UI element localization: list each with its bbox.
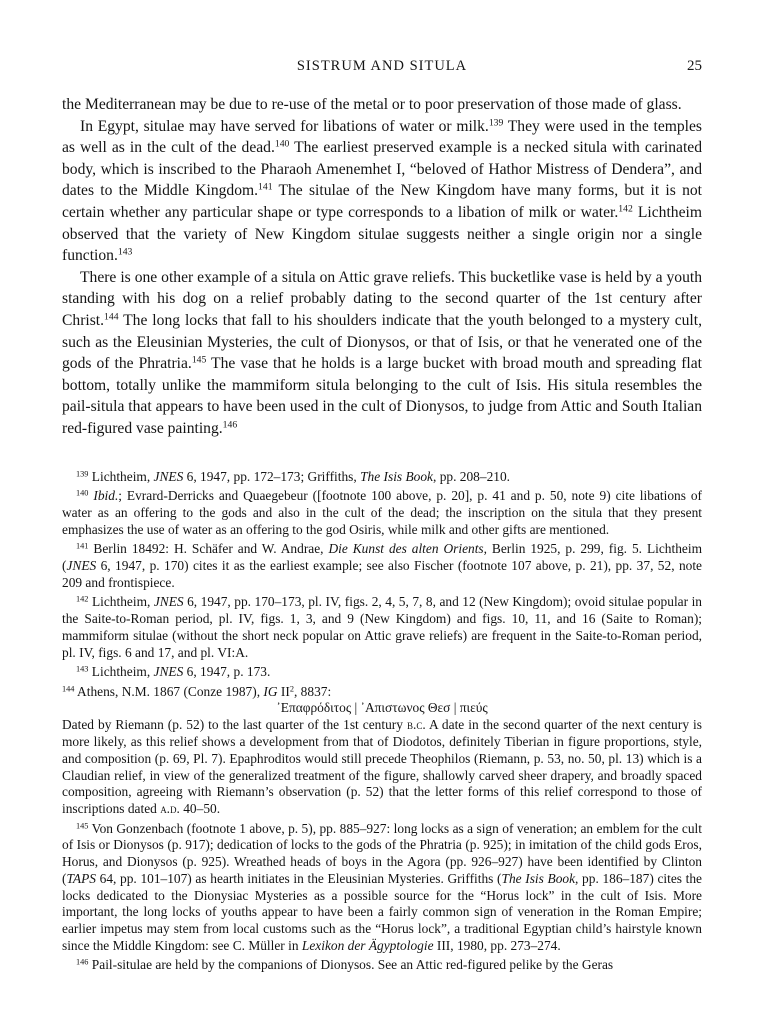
footnote-text: 40–50.: [179, 801, 221, 817]
running-head: SISTRUM AND SITULA: [296, 58, 468, 74]
p2-sentence-3: The earliest preserved example is a necked situla with carinated body, which is inscribed to the Pharaoh Amenemhet I, “beloved of Hathor Mistress of Dendera”, and dates to the Middle Kingdom.: [62, 139, 702, 200]
footnote-number: 146: [76, 957, 89, 967]
footnote-number: 141: [76, 541, 89, 551]
footnote-144: [62, 684, 702, 701]
p3-sentence-1: There is one other example of a situla on Attic grave reliefs. This bucketlike vase is held by a youth standing with his dog on a relief probably dating to the second quarter of the 1st century after Christ.: [62, 268, 702, 329]
footnote-text: Lichtheim,: [88, 664, 154, 680]
footnote-text: ; Evrard-Derricks and Quaegebeur ([footnote 100 above, p. 20], p. 41 and p. 50, note 9) cite libations of water as an offering to the gods and also in the cult of the dead; the inscription on the situla that they present emphasizes the use of water as an offering to the god Osiris, while milk and other gifts are mentioned.: [62, 488, 702, 537]
footnote-text: Von Gonzenbach (footnote 1 above, p. 5), pp. 885–927: long locks as a sign of veneration; an emblem for the cult of Isis or Dionysos (p. 917); dedication of locks to the gods of the Phratria (p. 925); in imitation of the child gods Eros, Horus, and Dionysos (p. 925). Wreathed heads of boys in the Agora (pp. 926–927) have been identified by Clinton (: [62, 820, 702, 886]
footnote-number: 143: [76, 664, 89, 674]
footnote-text: A date in the second quarter of the next century is more likely, as this relief shows a development from that of Diodotos, definitely Tiberian in figure proportions, style, and composition (p. 69, Pl. 7). Epaphroditos would still precede Theophilos (Riemann, p. 53, no. 50, pl. 13) which is a Claudian relief, in view of the generalized treatment of the figure, shallowly carved sheer drapery, and broadly spaced composition, agreeing with Riemann’s observation (p. 52) that the letter forms of this relief correspond to those of inscriptions dated: [62, 717, 702, 817]
footnote-143: [62, 664, 702, 681]
edition-superscript: 2: [289, 683, 294, 693]
footnote-139: [62, 469, 702, 486]
footnote-number: 139: [76, 469, 89, 479]
footnote-140: [62, 488, 702, 538]
p3-sentence-2: The long locks that fall to his shoulders indicate that the youth belonged to a mystery cult, such as the Eleusinian Mysteries, the cult of Dionysos, or that of Isis, or that he venerated one of the gods of the Phratria.: [62, 311, 702, 373]
book-title: The Isis Book: [360, 469, 433, 484]
corpus-title: IG: [263, 683, 278, 699]
footnote-text: , pp. 208–210.: [433, 469, 510, 484]
footnote-number: 145: [76, 820, 89, 830]
footnote-text: , 8837:: [293, 683, 332, 699]
paragraph-1-text: the Mediterranean may be due to re-use of the metal or to poor preservation of those made of glass.: [62, 96, 682, 113]
footnote-text: III, 1980, pp. 273–274.: [433, 938, 561, 954]
footnote-text: 6, 1947, p. 173.: [183, 664, 271, 680]
footnote-text: Pail-situlae are held by the companions of Dionysos. See an Attic red-figured pelike by the Geras: [88, 957, 614, 973]
p2-sentence-5: Lichtheim observed that the variety of New Kingdom situlae suggests neither a single origin nor a single function.: [62, 203, 702, 265]
footnote-text: , Berlin 1925, p. 299, fig. 5. Lichtheim (: [62, 541, 702, 574]
journal-title: JNES: [153, 664, 184, 680]
era-abbreviation: a.d.: [160, 801, 180, 817]
footnote-text: 6, 1947, pp. 172–173; Griffiths,: [183, 469, 361, 484]
paragraph-3: [62, 267, 702, 440]
footnote-ref-142[interactable]: 142: [618, 203, 633, 215]
footnote-text: 64, pp. 101–107) as hearth initiates in the Eleusinian Mysteries. Griffiths (: [95, 870, 502, 886]
footnote-144-continued: [62, 717, 702, 818]
p2-sentence-2: They were used in the temples as well as in the cult of the dead.: [62, 117, 702, 157]
body-text: [62, 94, 702, 440]
footnote-text: Berlin 18492: H. Schäfer and W. Andrae,: [88, 541, 329, 557]
ibid: Ibid.: [93, 488, 119, 504]
footnotes: [62, 469, 702, 977]
footnote-text: II: [277, 683, 290, 699]
book-title: The Isis Book: [501, 870, 576, 886]
book-title: Die Kunst des alten Orients: [328, 541, 484, 557]
footnote-text: Lichtheim,: [88, 594, 154, 610]
page-header: [62, 58, 702, 78]
footnote-ref-140[interactable]: 140: [274, 138, 290, 150]
p3-sentence-3: The vase that he holds is a large bucket with broad mouth and spreading flat bottom, totally unlike the mammiform situla belonging to the cult of Isis. His situla resembles the pail-situla that appears to have been used in the cult of Dionysos, to judge from Attic and South Italian red-figured vase painting.: [62, 355, 702, 437]
era-abbreviation: b.c.: [406, 717, 426, 733]
greek-inscription: ᾽Επαφρόδιτος | ᾽Απιστωνος Θεσ | πιεύς: [276, 700, 488, 716]
footnote-text: 6, 1947, pp. 170–173, pl. IV, figs. 2, 4, 5, 7, 8, and 12 (New Kingdom); ovoid situlae popular in the Saite-to-Roman period, pl. IV, figs. 1, 3, and 9 (New Kingdom) and figs. 10, 11, and 16 (Saite to Roman); mammiform situlae (without the short neck popular on Attic grave reliefs) are frequent in the Saite-to-Roman period, pl. IV, figs. 6 and 17, and pl. VI:A.: [62, 594, 702, 660]
footnote-146: [62, 957, 702, 974]
paragraph-1: [62, 94, 702, 116]
footnote-ref-141[interactable]: 141: [258, 182, 273, 194]
footnote-number: 144: [62, 683, 75, 693]
journal-title: JNES: [153, 594, 184, 610]
footnote-ref-143[interactable]: 143: [117, 246, 133, 258]
footnote-141: [62, 541, 702, 591]
footnote-142: [62, 594, 702, 661]
book-title: Lexikon der Ägyptologie: [301, 938, 434, 954]
footnote-number: 142: [76, 594, 89, 604]
footnote-text: Lichtheim,: [88, 469, 154, 484]
p2-sentence-1: In Egypt, situlae may have served for libations of water or milk.: [80, 117, 489, 135]
footnote-ref-144[interactable]: 144: [104, 311, 119, 323]
footnote-ref-139[interactable]: 139: [488, 117, 504, 129]
p2-sentence-4: The situlae of the New Kingdom have many forms, but it is not certain whether any particular shape or type corresponds to a libation of milk or water.: [62, 182, 702, 221]
journal-title: JNES: [66, 558, 97, 574]
footnote-text: 6, 1947, p. 170) cites it as the earliest example; see also Fischer (footnote 107 above, p. 21), pp. 37, 52, note 209 and frontispiece.: [62, 558, 702, 590]
journal-title: TAPS: [66, 870, 96, 886]
paragraph-2: [62, 116, 702, 267]
footnote-number: 140: [76, 488, 89, 498]
footnote-text: Dated by Riemann (p. 52) to the last quarter of the 1st century: [62, 717, 407, 733]
footnote-ref-145[interactable]: 145: [191, 354, 207, 366]
footnote-145: [62, 821, 702, 955]
page-number: 25: [687, 58, 702, 74]
footnote-text: Athens, N.M. 1867 (Conze 1987),: [74, 683, 264, 699]
footnote-ref-146[interactable]: 146: [222, 419, 238, 431]
journal-title: JNES: [153, 469, 184, 484]
footnote-text: , pp. 186–187) cites the locks dedicated to the Dionysiac Mysteries as a possible source for the “Horus lock” in the cult of Isis. More important, the long locks of youths appear to have been a fairly common sign of veneration in the Roman Empire; earlier impetus may stem from local customs such as the “Horus lock”, a traditional Egyptian child’s hairstyle known since the Middle Kingdom: see C. Müller in: [62, 870, 702, 954]
